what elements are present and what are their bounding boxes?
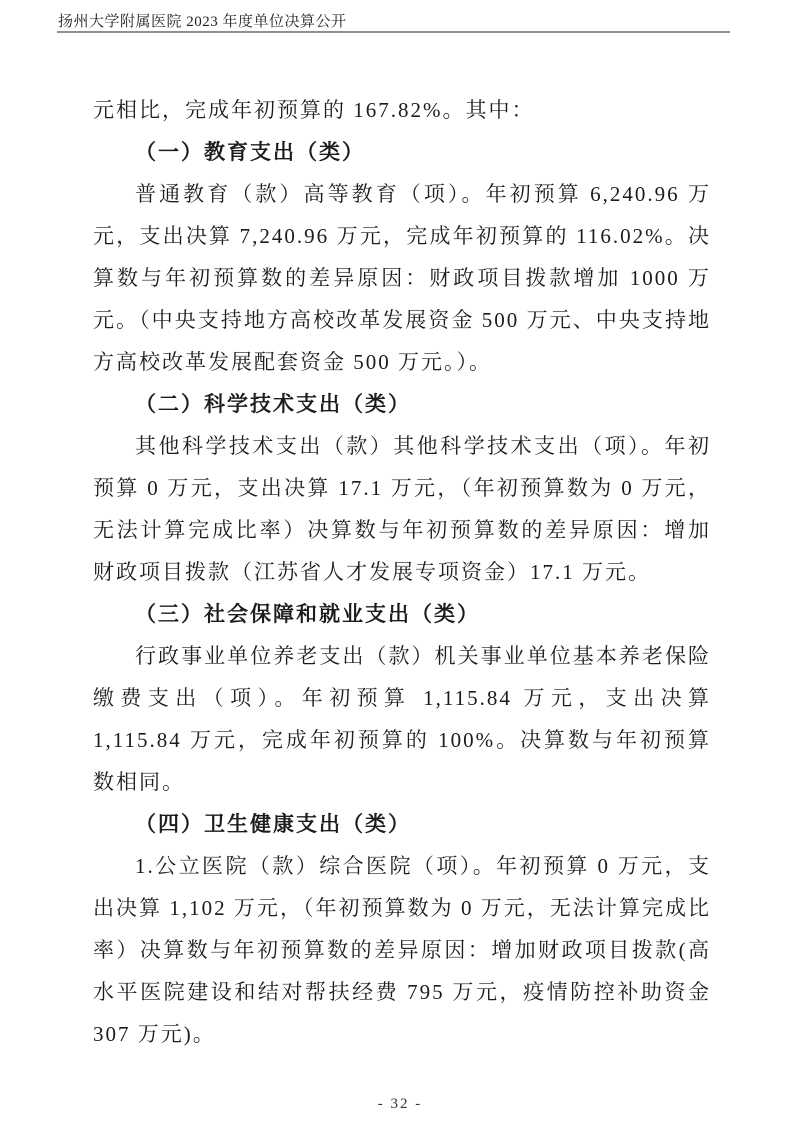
section-1-heading: （一）教育支出（类） (135, 140, 365, 164)
section-3-paragraph: 行政事业单位养老支出（款）机关事业单位基本养老保险缴费支出（项）。年初预算 1,115.84 万元，支出决算 1,115.84 万元，完成年初预算的 100%。决算数与年初预算数相同。 (93, 644, 711, 794)
section-4-paragraph: 1.公立医院（款）综合医院（项）。年初预算 0 万元，支出决算 1,102 万元，（年初预算数为 0 万元，无法计算完成比率）决算数与年初预算数的差异原因：增加财政项目拨款(高水平医院建设和结对帮扶经费 795 万元，疫情防控补助资金 307 万元)。 (93, 854, 711, 1046)
header-title: 扬州大学附属医院 2023 年度单位决算公开 (58, 14, 347, 30)
section-2-paragraph: 其他科学技术支出（款）其他科学技术支出（项）。年初预算 0 万元，支出决算 17.1 万元，（年初预算数为 0 万元，无法计算完成比率）决算数与年初预算数的差异原因：增加财政项目拨款（江苏省人才发展专项资金）17.1 万元。 (93, 434, 711, 584)
page-number: - 32 - (377, 1096, 423, 1112)
section-4-heading: （四）卫生健康支出（类） (135, 812, 411, 836)
section-1-paragraph: 普通教育（款）高等教育（项）。年初预算 6,240.96 万元，支出决算 7,240.96 万元，完成年初预算的 116.02%。决算数与年初预算数的差异原因：财政项目拨款增加 1000 万元。（中央支持地方高校改革发展资金 500 万元、中央支持地方高校改革发展配套资金 500 万元。）。 (93, 182, 711, 374)
section-3-heading: （三）社会保障和就业支出（类） (135, 602, 480, 626)
page-footer (0, 1096, 800, 1113)
header-divider (57, 31, 730, 33)
paragraph-intro: 元相比，完成年初预算的 167.82%。其中： (93, 98, 535, 122)
document-body (93, 89, 711, 1055)
section-2-heading: （二）科学技术支出（类） (135, 392, 411, 416)
